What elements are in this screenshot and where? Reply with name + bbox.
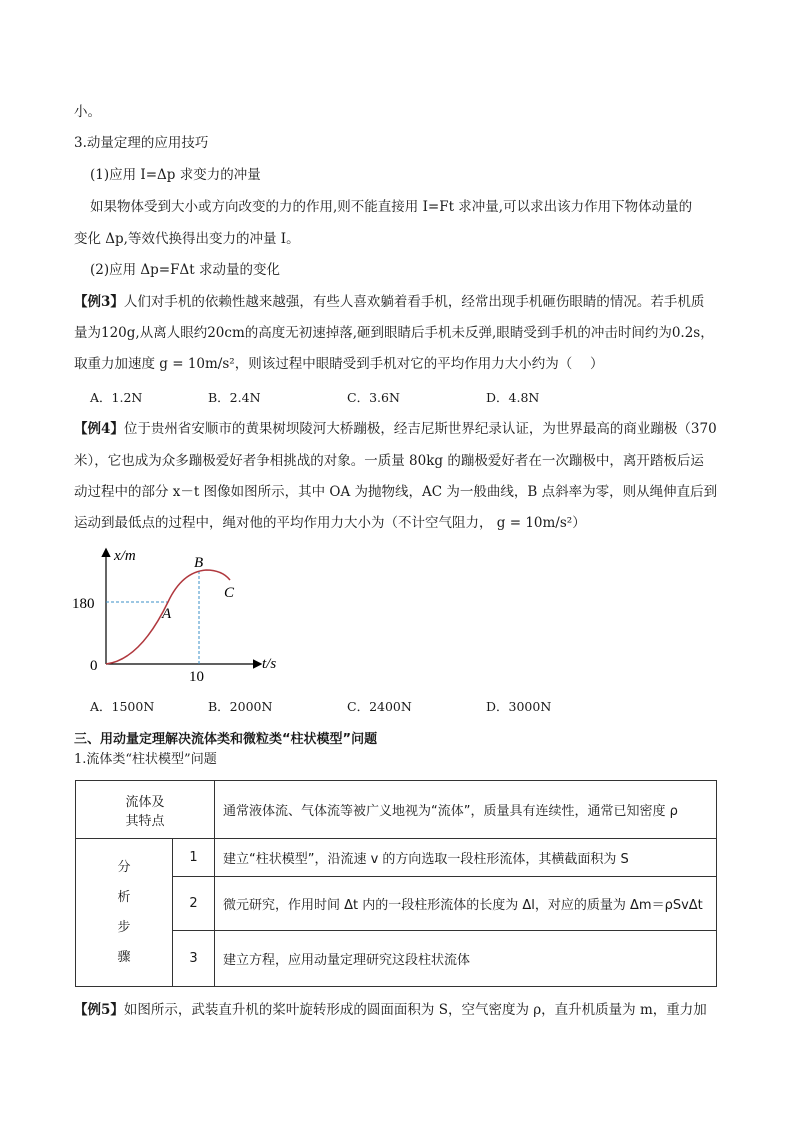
example-4-option-d: D．3000N: [486, 699, 552, 714]
point-a-label: A: [162, 606, 172, 622]
step-number: 3: [173, 931, 215, 987]
example-4-line-2: 米），它也成为众多蹦极爱好者争相挑战的对象。一质量 80kg 的蹦极爱好者在一次蹦极中，离开踏板后运: [74, 453, 704, 469]
example-3-line-3: 取重力加速度 g = 10m/s²，则该过程中眼睛受到手机对它的平均作用力大小约为（ ）: [74, 356, 604, 372]
example-4-line-1: [74, 419, 717, 439]
point-b-label: B: [194, 555, 204, 571]
steps-label-cell: [76, 839, 173, 987]
step-number: 1: [173, 839, 215, 877]
example-5-line-1: [74, 1000, 707, 1020]
x-axis-label: t/s: [262, 656, 277, 672]
x-tick-label: 10: [189, 669, 204, 685]
section-3-item-2: (2)应用 Δp=FΔt 求动量的变化: [90, 262, 280, 278]
step-number: 2: [173, 877, 215, 931]
y-tick-label: 180: [72, 596, 95, 612]
header-label-line: 其特点: [125, 813, 165, 829]
example-3-option-b: B．2.4N: [208, 390, 261, 405]
example-4-line-3: 动过程中的部分 x－t 图像如图所示，其中 OA 为抛物线，AC 为一般曲线，B 点斜率为零，则从绳伸直后到: [74, 484, 718, 500]
y-axis-label: x/m: [114, 548, 136, 564]
example-3-line-1: [74, 292, 704, 312]
origin-label: 0: [90, 658, 98, 674]
example-3-text-1: 人们对手机的依赖性越来越强，有些人喜欢躺着看手机，经常出现手机砸伤眼睛的情况。若手机质: [123, 294, 705, 310]
example-4-label: 【例4】: [74, 421, 124, 437]
section-three-title: 三、用动量定理解决流体类和微粒类“柱状模型”问题: [74, 732, 378, 747]
section-3-item-1-text-a: 如果物体受到大小或方向改变的力的作用,则不能直接用 I=Ft 求冲量,可以求出该力作用下物体动量的: [90, 199, 693, 215]
example-4-line-4: 运动到最低点的过程中，绳对他的平均作用力大小为（不计空气阻力， g = 10m/s²）: [74, 515, 586, 531]
section-three-sub-1: 1.流体类“柱状模型”问题: [74, 752, 217, 767]
table-row: [76, 877, 717, 931]
example-3-option-d: D．4.8N: [486, 390, 540, 405]
example-4-option-b: B．2000N: [208, 699, 273, 714]
step-text: 微元研究，作用时间 Δt 内的一段柱形流体的长度为 Δl，对应的质量为 Δm＝ρSvΔt: [215, 877, 717, 931]
section-3-title: 3.动量定理的应用技巧: [74, 135, 209, 151]
example-3-line-2: 量为120g,从离人眼约20cm的高度无初速掉落,砸到眼睛后手机未反弹,眼睛受到手机的冲击时间约为0.2s，: [74, 325, 714, 341]
point-c-label: C: [224, 585, 235, 601]
example-4-text-1: 位于贵州省安顺市的黄果树坝陵河大桥蹦极，经吉尼斯世界纪录认证，为世界最高的商业蹦极（370: [123, 421, 717, 437]
header-label-cell: [76, 781, 215, 839]
example-3-option-a: A．1.2N: [90, 390, 143, 405]
section-3-item-1-text-b: 变化 Δp,等效代换得出变力的冲量 I。: [74, 231, 300, 247]
xt-graph: [70, 540, 290, 685]
step-text: 建立“柱状模型”，沿流速 v 的方向选取一段柱形流体，其横截面积为 S: [215, 839, 717, 877]
steps-label-char: 分: [117, 859, 131, 875]
table-row: [76, 839, 717, 877]
steps-label-char: 步: [117, 919, 131, 935]
example-4-option-a: A．1500N: [90, 699, 155, 714]
example-5-text-1: 如图所示，武装直升机的桨叶旋转形成的圆面面积为 S，空气密度为 ρ，直升机质量为 m，重力加: [123, 1002, 707, 1018]
steps-label-char: 骤: [117, 949, 131, 965]
example-3-label: 【例3】: [74, 294, 124, 310]
section-3-item-1: (1)应用 I=Δp 求变力的冲量: [90, 167, 261, 183]
example-3-option-c: C．3.6N: [347, 390, 400, 405]
header-text-cell: 通常液体流、气体流等被广义地视为“流体”，质量具有连续性，通常已知密度 ρ: [215, 781, 717, 839]
header-label-line: 流体及: [125, 794, 165, 810]
example-4-option-c: C．2400N: [347, 699, 412, 714]
step-text: 建立方程，应用动量定理研究这段柱状流体: [215, 931, 717, 987]
steps-label-char: 析: [117, 889, 131, 905]
table-row: [76, 931, 717, 987]
fluid-model-table: [75, 780, 717, 987]
table-row: [76, 781, 717, 839]
example-5-label: 【例5】: [74, 1002, 124, 1018]
paragraph-end: 小。: [74, 104, 101, 120]
